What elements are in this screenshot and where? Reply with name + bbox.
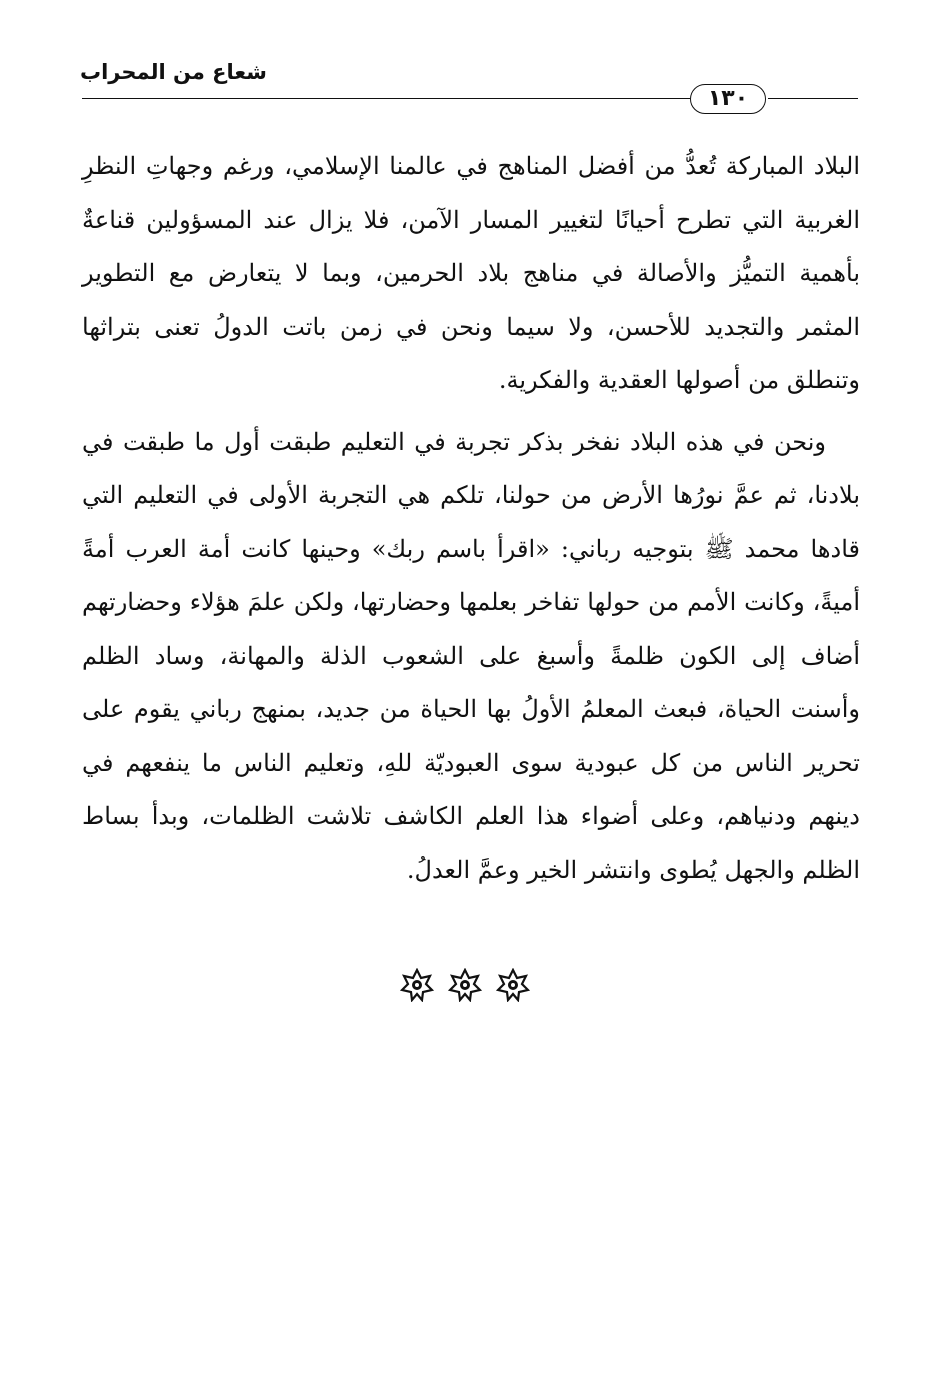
header-rule-left — [82, 98, 690, 99]
header-rule-right — [768, 98, 858, 99]
section-end-ornaments — [400, 968, 530, 1002]
floral-star-icon — [496, 968, 530, 1002]
body-text — [82, 140, 860, 897]
floral-star-icon — [400, 968, 434, 1002]
floral-star-icon — [448, 968, 482, 1002]
paragraph-2: ونحن في هذه البلاد نفخر بذكر تجربة في التعليم طبقت أول ما طبقت في بلادنا، ثم عمَّ نورُها الأرض من حولنا، تلكم هي التجربة الأولى في التعليم التي قادها محمد ﷺ بتوجيه رباني: «اقرأ باسم ربك» وحينها كانت أمة العرب أمةً أميةً، وكانت الأمم من حولها تفاخر بعلمها وحضارتها، ولكن علمَ هؤلاء وحضارتهم أضاف إلى الكون ظلمةً وأسبغ على الشعوب الذلة والمهانة، وساد الظلم وأسنت الحياة، فبعث المعلمُ الأولُ بها الحياة من جديد، بمنهج رباني يقوم على تحرير الناس من كل عبودية سوى العبوديّة للهِ، وتعليم الناس ما ينفعهم في دينهم ودنياهم، وعلى أضواء هذا العلم الكاشف تلاشت الظلمات، وبدأ بساط الظلم والجهل يُطوى وانتشر الخير وعمَّ العدلُ. — [82, 427, 861, 884]
running-title: شعاع من المحراب — [80, 60, 267, 84]
page-number: ١٣٠ — [690, 84, 766, 114]
paragraph-1: البلاد المباركة تُعدُّ من أفضل المناهج في عالمنا الإسلامي، ورغم وجهاتِ النظرِ الغربية التي تطرح أحيانًا لتغيير المسار الآمن، فلا يزال عند المسؤولين قناعةٌ بأهمية التميُّز والأصالة في مناهج بلاد الحرمين، وبما لا يتعارض مع التطوير المثمر والتجديد للأحسن، ولا سيما ونحن في زمن باتت الدولُ تعنى بتراثها وتنطلق من أصولها العقدية والفكرية. — [82, 152, 861, 394]
